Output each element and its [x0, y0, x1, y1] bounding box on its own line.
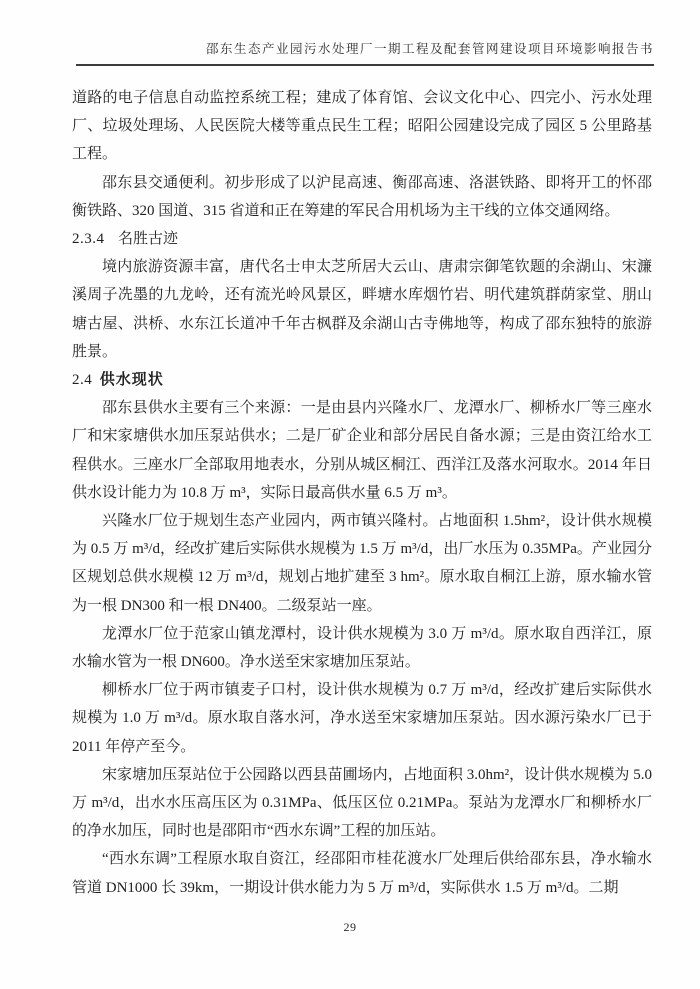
- heading-scenic-spots: [72, 225, 652, 253]
- document-body: [72, 84, 652, 902]
- heading-water-title: 供水现状: [99, 371, 164, 389]
- heading-scenic-number: 2.3.4: [72, 231, 105, 248]
- paragraph-west-east-project: “西水东调”工程原水取自资江，经邵阳市桂花渡水厂处理后供给邵东县，净水输水管道 DN1000 长 39km，一期设计供水能力为 5 万 m³/d，实际供水 1.5 万 m³/d。二期: [72, 851, 652, 896]
- header-title: 邵东生态产业园污水处理厂一期工程及配套管网建设项目环境影响报告书: [205, 42, 654, 56]
- page-number: 29: [343, 920, 357, 934]
- heading-water-supply: [72, 366, 652, 394]
- paragraph-infrastructure: 道路的电子信息自动监控系统工程；建成了体育馆、会议文化中心、四完小、污水处理厂、垃圾处理场、人民医院大楼等重点民生工程；昭阳公园建设完成了园区 5 公里路基工程。: [72, 90, 652, 163]
- paragraph-tourism-resources: 境内旅游资源丰富，唐代名士申太芝所居大云山、唐肃宗御笔钦题的余湖山、宋濂溪周子冼墨的九龙岭，还有流光岭风景区，畔塘水库烟竹岩、明代建筑群荫家堂、朋山塘古屋、洪桥、水东江长道冲千年古枫群及余湖山古寺佛地等，构成了邵东独特的旅游胜景。: [72, 259, 652, 360]
- paragraph-xinglong-plant: 兴隆水厂位于规划生态产业园内，两市镇兴隆村。占地面积 1.5hm²，设计供水规模为 0.5 万 m³/d，经改扩建后实际供水规模为 1.5 万 m³/d，出厂水压为 0.35MPa。产业园分区规划总供水规模 12 万 m³/d，规划占地扩建至 3 hm²。原水取自桐江上游，原水输水管为一根 DN300 和一根 DN400。二级泵站一座。: [72, 513, 652, 614]
- paragraph-transportation: 邵东县交通便利。初步形成了以沪昆高速、衡邵高速、洛湛铁路、即将开工的怀邵衡铁路、320 国道、315 省道和正在筹建的军民合用机场为主干线的立体交通网络。: [72, 174, 652, 219]
- heading-scenic-title: 名胜古迹: [118, 231, 179, 248]
- heading-water-number: 2.4: [72, 372, 93, 389]
- paragraph-liuqiao-plant: 柳桥水厂位于两市镇麦子口村，设计供水规模为 0.7 万 m³/d，经改扩建后实际供水规模为 1.0 万 m³/d。原水取自落水河，净水送至宋家塘加压泵站。因水源污染水厂已于 2011 年停产至今。: [72, 682, 652, 755]
- page-footer: [0, 918, 700, 936]
- running-header: [76, 42, 654, 66]
- paragraph-longtan-plant: 龙潭水厂位于范家山镇龙潭村，设计供水规模为 3.0 万 m³/d。原水取自西洋江，原水输水管为一根 DN600。净水送至宋家塘加压泵站。: [72, 625, 652, 671]
- header-divider: [76, 64, 654, 66]
- paragraph-supply-sources: 邵东县供水主要有三个来源：一是由县内兴隆水厂、龙潭水厂、柳桥水厂等三座水厂和宋家塘供水加压泵站供水；二是厂矿企业和部分居民自备水源；三是由资江给水工程供水。三座水厂全部取用地表水，分别从城区桐江、西洋江及落水河取水。2014 年日供水设计能力为 10.8 万 m³，实际日最高供水量 6.5 万 m³。: [72, 400, 652, 501]
- paragraph-songjiatang-station: 宋家塘加压泵站位于公园路以西县苗圃场内，占地面积 3.0hm²，设计供水规模为 5.0 万 m³/d，出水水压高压区为 0.31MPa、低压区位 0.21MPa。泵站为龙潭水厂和柳桥水厂的净水加压，同时也是邵阳市“西水东调”工程的加压站。: [72, 766, 652, 840]
